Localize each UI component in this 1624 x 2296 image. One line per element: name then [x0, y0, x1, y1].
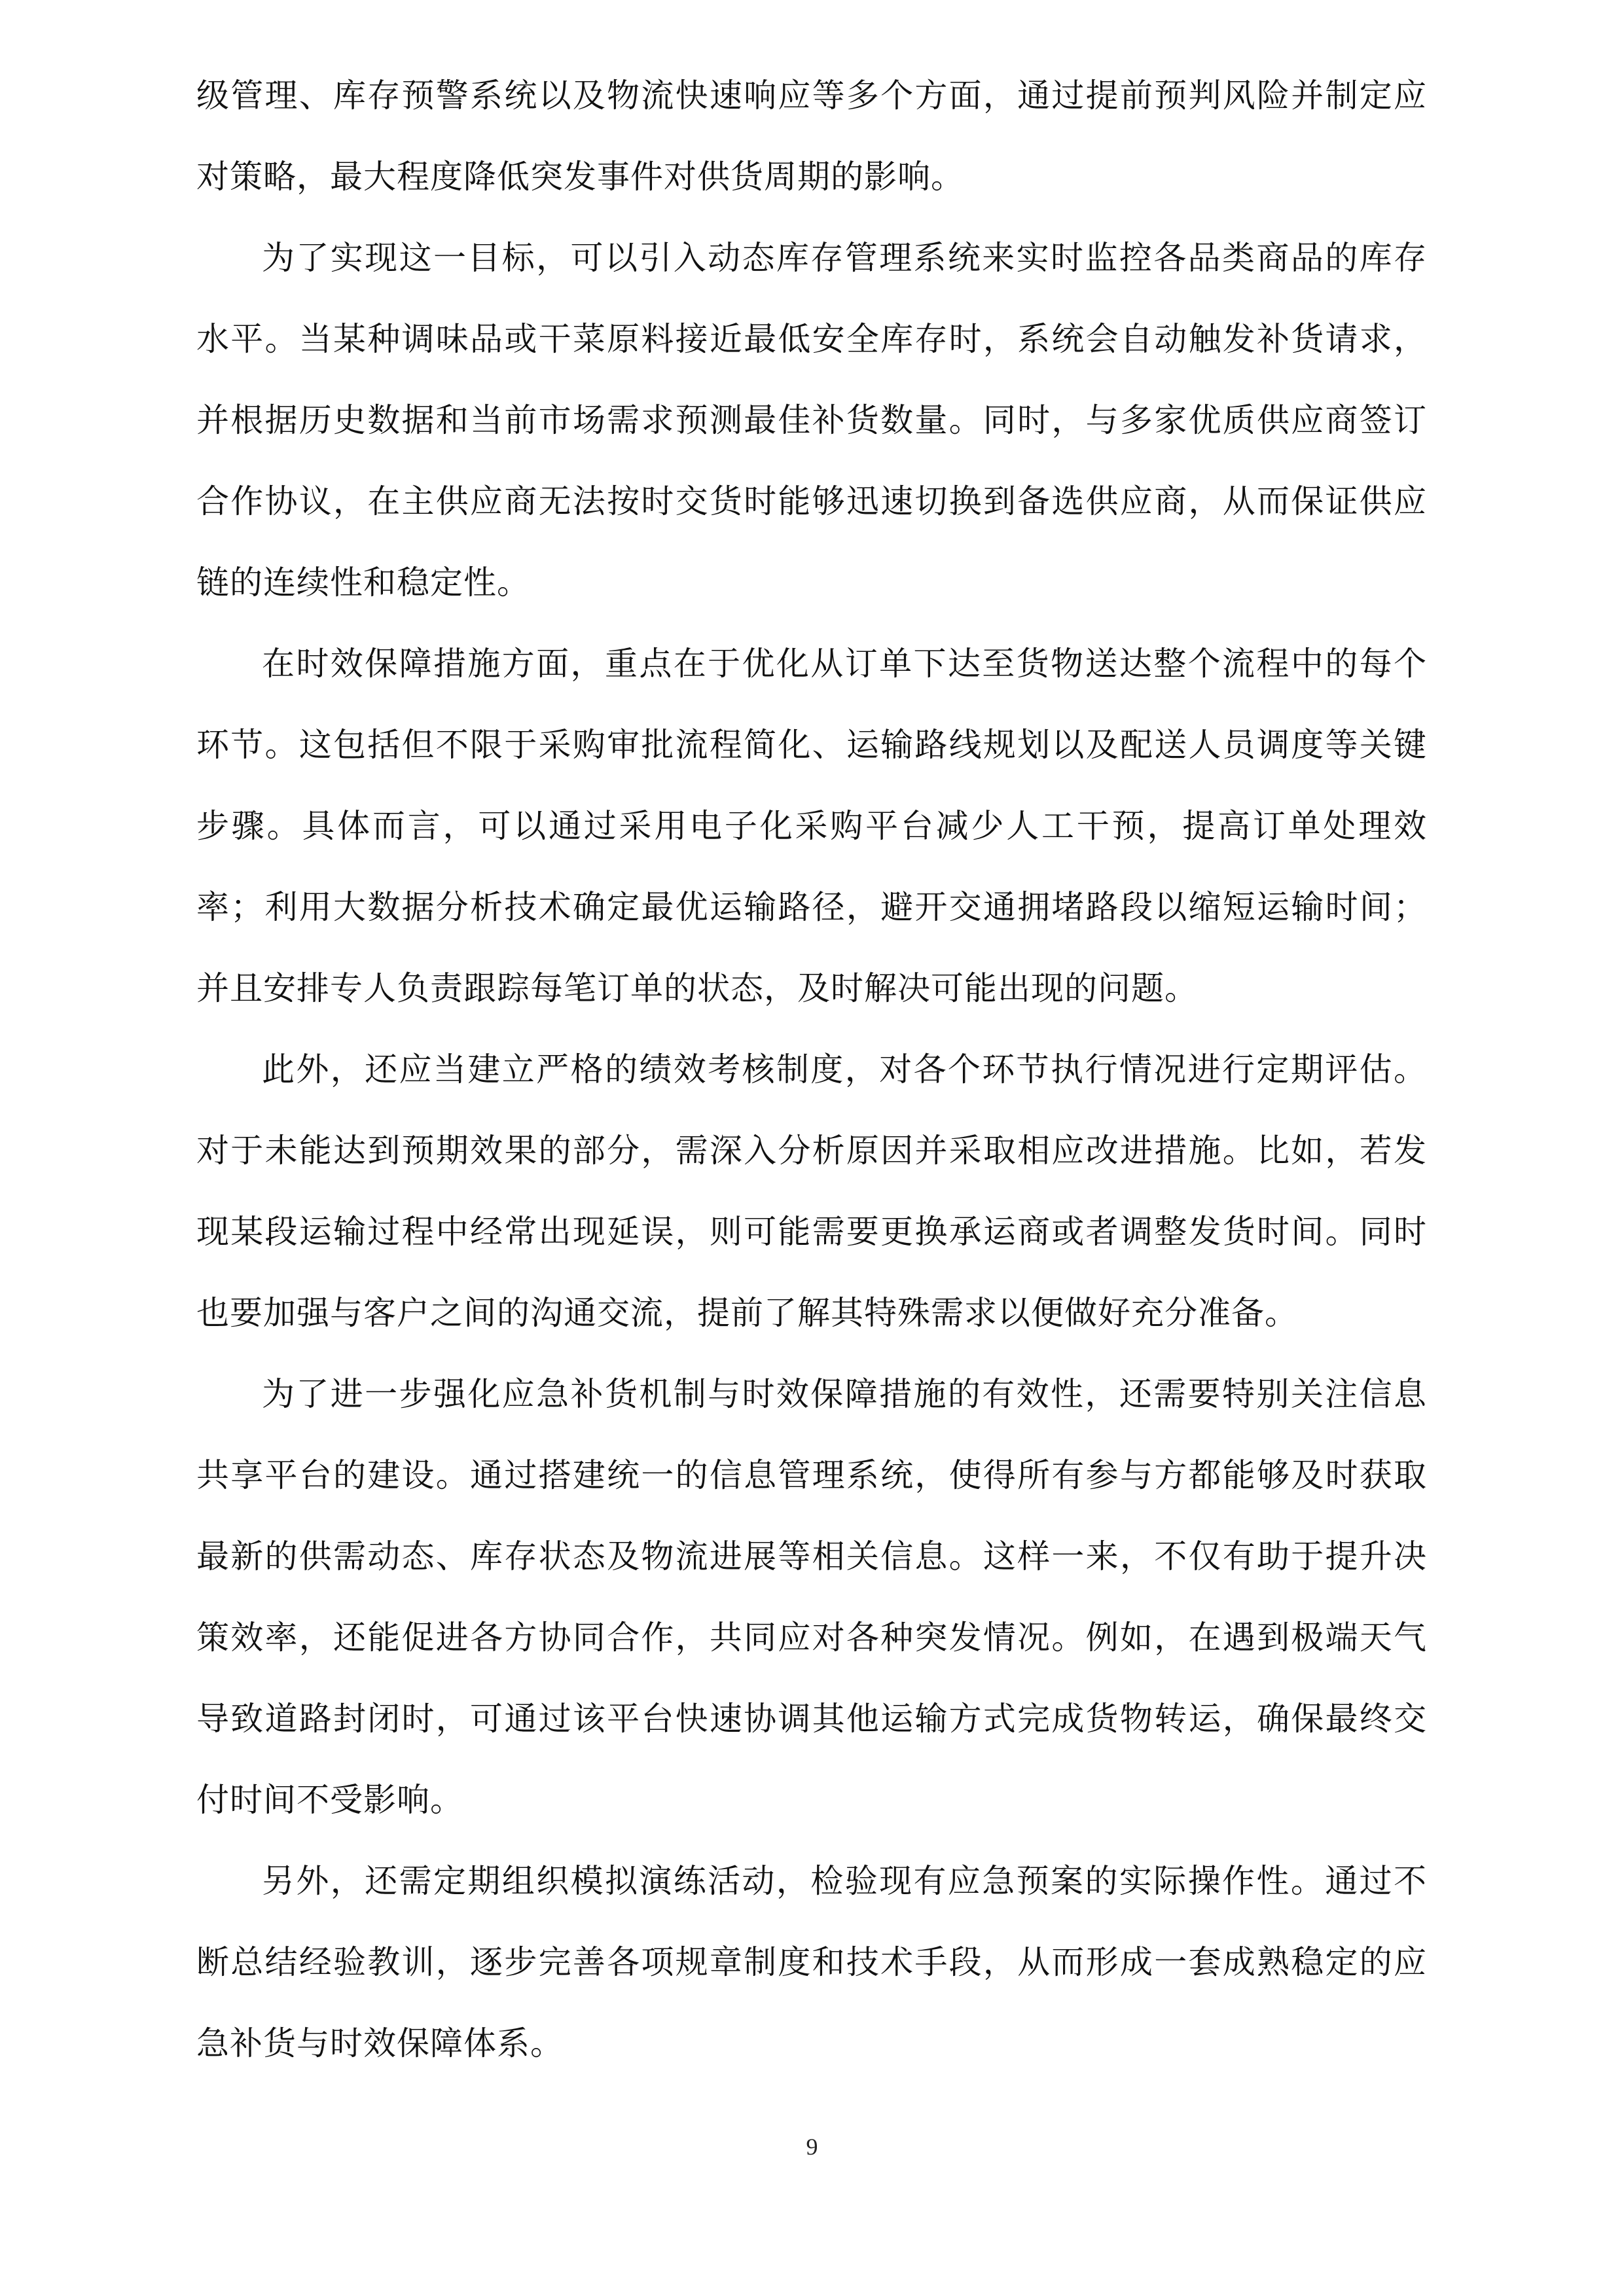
paragraph-drills: 另外，还需定期组织模拟演练活动，检验现有应急预案的实际操作性。通过不断总结经验教训，逐步完善各项规章制度和技术手段，从而形成一套成熟稳定的应急补货与时效保障体系。 — [196, 1862, 1427, 2062]
paragraph-dynamic-inventory: 为了实现这一目标，可以引入动态库存管理系统来实时监控各品类商品的库存水平。当某种调味品或干菜原料接近最低安全库存时，系统会自动触发补货请求，并根据历史数据和当前市场需求预测最佳补货数量。同时，与多家优质供应商签订合作协议，在主供应商无法按时交货时能够迅速切换到备选供应商，从而保证供应链的连续性和稳定性。 — [196, 239, 1427, 601]
paragraph-information-sharing: 为了进一步强化应急补货机制与时效保障措施的有效性，还需要特别关注信息共享平台的建设。通过搭建统一的信息管理系统，使得所有参与方都能够及时获取最新的供需动态、库存状态及物流进展等相关信息。这样一来，不仅有助于提升决策效率，还能促进各方协同合作，共同应对各种突发情况。例如，在遇到极端天气导致道路封闭时，可通过该平台快速协调其他运输方式完成货物转运，确保最终交付时间不受影响。 — [196, 1375, 1427, 1819]
body-text — [196, 55, 1427, 2084]
paragraph-performance-review: 此外，还应当建立严格的绩效考核制度，对各个环节执行情况进行定期评估。对于未能达到预期效果的部分，需深入分析原因并采取相应改进措施。比如，若发现某段运输过程中经常出现延误，则可能需要更换承运商或者调整发货时间。同时也要加强与客户之间的沟通交流，提前了解其特殊需求以便做好充分准备。 — [196, 1050, 1427, 1332]
paragraph-timeliness-measures: 在时效保障措施方面，重点在于优化从订单下达至货物送达整个流程中的每个环节。这包括但不限于采购审批流程简化、运输路线规划以及配送人员调度等关键步骤。具体而言，可以通过采用电子化采购平台减少人工干预，提高订单处理效率；利用大数据分析技术确定最优运输路径，避开交通拥堵路段以缩短运输时间；并且安排专人负责跟踪每笔订单的状态，及时解决可能出现的问题。 — [196, 645, 1427, 1007]
paragraph-continuation: 级管理、库存预警系统以及物流快速响应等多个方面，通过提前预判风险并制定应对策略，最大程度降低突发事件对供货周期的影响。 — [196, 77, 1427, 196]
page-number: 9 — [806, 2134, 818, 2160]
